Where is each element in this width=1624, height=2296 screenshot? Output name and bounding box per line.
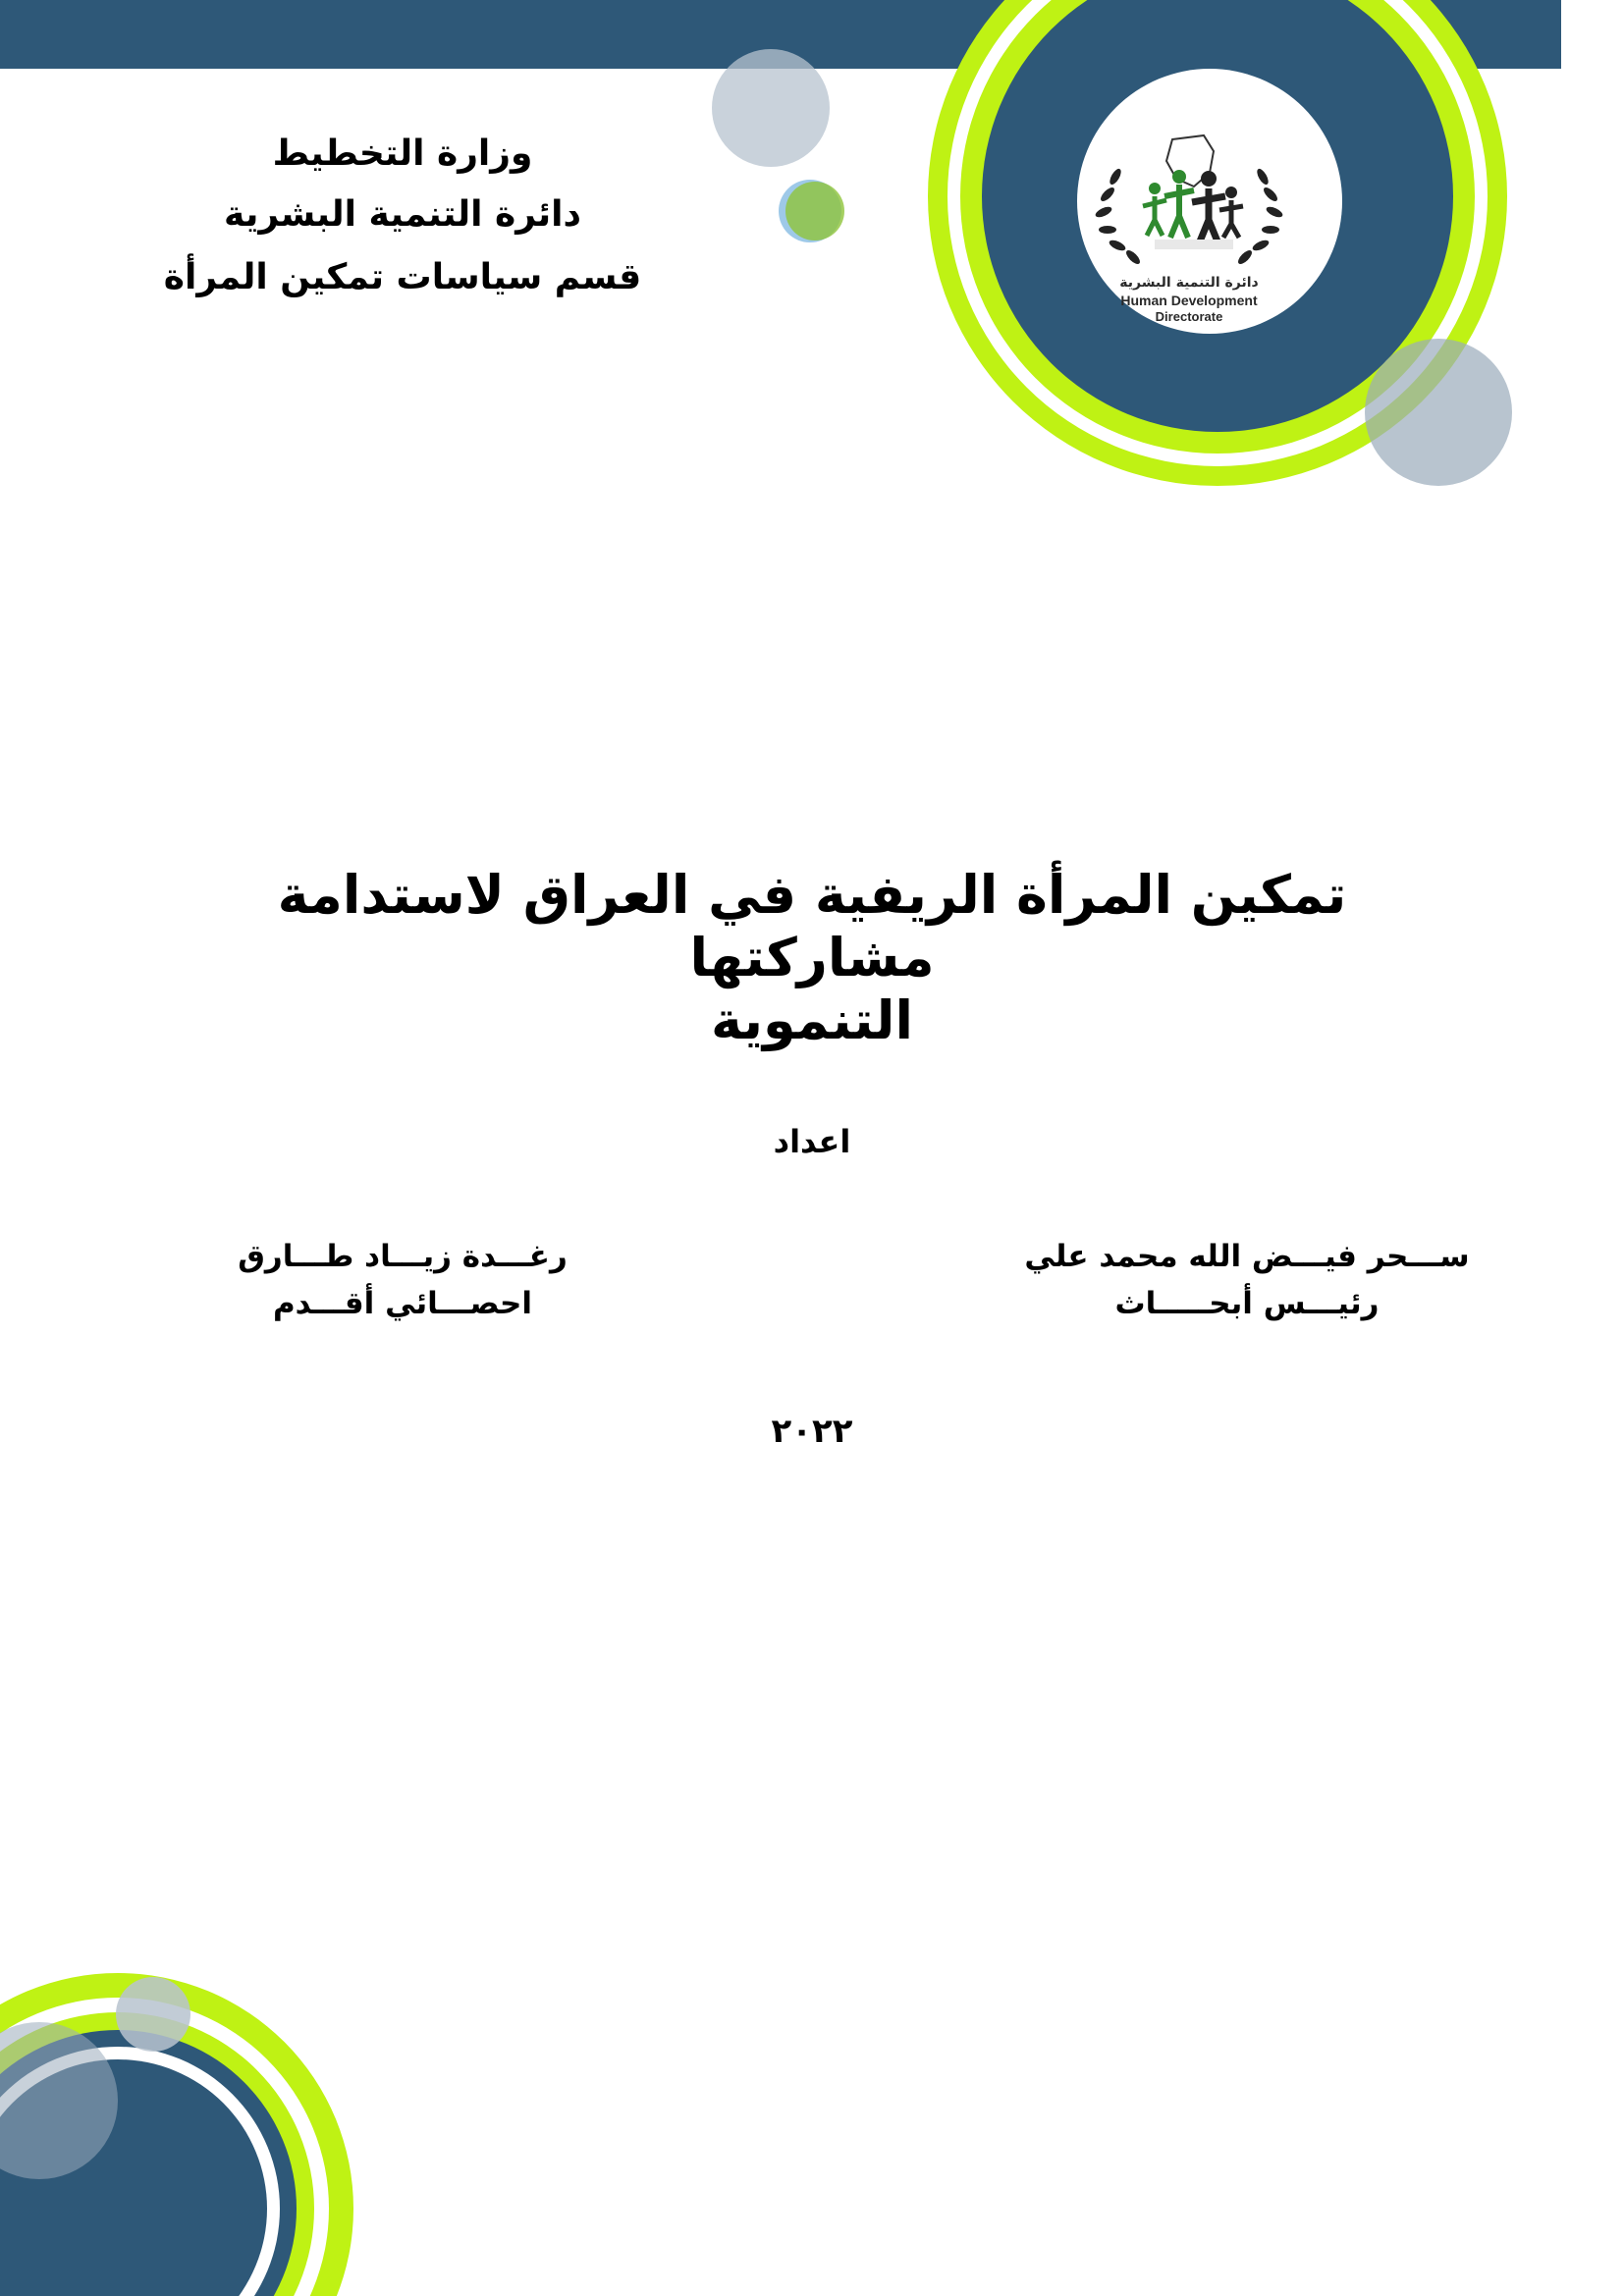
prepared-by-label: اعداد [773, 1123, 851, 1160]
author-1-role: رئيـــس أبحـــــاث [1114, 1286, 1380, 1321]
title-line-1: تمكين المرأة الريفية في العراق لاستدامة مشاركتها [277, 864, 1347, 988]
author-2-role: احصـــائي أقـــدم [272, 1286, 533, 1321]
department-name: قسم سياسات تمكين المرأة [163, 257, 642, 297]
grey-circle-bottom-small [116, 1977, 190, 2052]
directorate-logo [1056, 118, 1322, 334]
green-circle-small [785, 182, 844, 240]
author-2-name: رغـــدة زيـــاد طـــارق [238, 1239, 568, 1274]
directorate-name: دائرة التنمية البشرية [224, 194, 581, 235]
author-2 [187, 1233, 619, 1327]
title-line-2: التنموية [711, 989, 913, 1051]
publication-year: ٢٠٢٢ [771, 1412, 853, 1451]
document-title [157, 864, 1467, 1052]
author-1-name: ســـحر فيـــض الله محمد علي [1024, 1239, 1470, 1274]
grey-circle-top [712, 49, 830, 167]
author-1 [982, 1233, 1512, 1327]
ministry-name: وزارة التخطيط [272, 133, 533, 174]
logo-english-line2: Directorate [1155, 309, 1223, 324]
logo-english-line1: Human Development [1120, 293, 1258, 308]
logo-arabic-text: دائرة التنمية البشرية [1119, 275, 1259, 291]
logo-emblem-icon [1056, 118, 1322, 275]
grey-circle-right [1365, 339, 1512, 486]
